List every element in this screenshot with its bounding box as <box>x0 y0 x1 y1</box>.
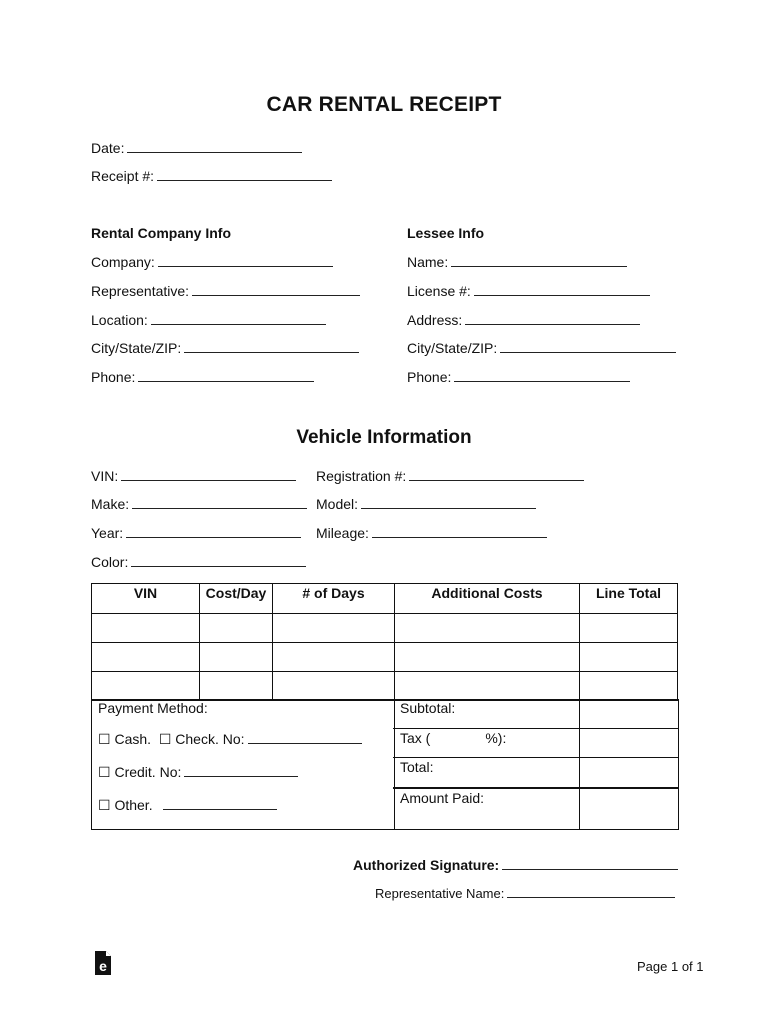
other-line[interactable] <box>163 797 277 810</box>
registration-line[interactable] <box>409 468 584 481</box>
rental-company-heading: Rental Company Info <box>91 225 232 241</box>
company-phone-label: Phone: <box>91 369 136 385</box>
registration-field[interactable] <box>316 468 584 484</box>
credit-checkbox[interactable]: ☐ <box>98 764 111 780</box>
tax-open-label: Tax ( <box>400 730 431 746</box>
lessee-phone-line[interactable] <box>454 369 630 382</box>
location-field[interactable] <box>91 312 326 328</box>
lessee-phone-label: Phone: <box>407 369 452 385</box>
company-line[interactable] <box>158 254 333 267</box>
col-header-cost-day: Cost/Day <box>200 584 273 614</box>
vin-field[interactable] <box>91 468 296 484</box>
totals-divider-3 <box>393 787 678 789</box>
company-phone-line[interactable] <box>138 369 314 382</box>
table-cell[interactable] <box>92 614 200 643</box>
svg-text:e: e <box>99 958 107 974</box>
table-header-row <box>92 584 678 614</box>
total-label: Total: <box>400 759 434 775</box>
representative-field[interactable] <box>91 283 360 299</box>
col-header-days: # of Days <box>273 584 395 614</box>
table-cell[interactable] <box>395 643 580 672</box>
totals-values-box <box>579 699 679 830</box>
lessee-city-state-zip-line[interactable] <box>500 340 676 353</box>
rental-items-table <box>91 583 678 701</box>
company-label: Company: <box>91 254 155 270</box>
mileage-field[interactable] <box>316 525 547 541</box>
company-field[interactable] <box>91 254 333 270</box>
page-number: Page 1 of 1 <box>637 959 704 974</box>
check-label: Check. No: <box>175 731 245 747</box>
check-checkbox[interactable]: ☐ <box>158 731 172 747</box>
lessee-heading: Lessee Info <box>407 225 485 241</box>
credit-number-line[interactable] <box>184 764 298 777</box>
representative-name-line[interactable] <box>507 886 675 898</box>
payment-method-label: Payment Method: <box>98 700 208 716</box>
receipt-number-field[interactable] <box>91 168 332 184</box>
lessee-name-line[interactable] <box>451 254 627 267</box>
table-cell[interactable] <box>200 614 273 643</box>
eforms-logo-icon <box>94 950 112 976</box>
address-line[interactable] <box>465 312 640 325</box>
registration-label: Registration #: <box>316 468 407 484</box>
date-field[interactable] <box>91 140 302 156</box>
table-cell[interactable] <box>92 643 200 672</box>
make-label: Make: <box>91 496 130 512</box>
year-field[interactable] <box>91 525 301 541</box>
table-cell[interactable] <box>200 672 273 701</box>
check-number-line[interactable] <box>248 731 362 744</box>
date-label: Date: <box>91 140 125 156</box>
authorized-signature-line[interactable] <box>502 857 678 870</box>
company-city-state-zip-field[interactable] <box>91 340 359 356</box>
receipt-number-label: Receipt #: <box>91 168 155 184</box>
totals-divider-1 <box>393 728 678 729</box>
mileage-label: Mileage: <box>316 525 369 541</box>
year-label: Year: <box>91 525 124 541</box>
address-field[interactable] <box>407 312 640 328</box>
tax-row <box>400 730 506 746</box>
license-line[interactable] <box>474 283 650 296</box>
table-row <box>92 614 678 643</box>
model-line[interactable] <box>361 496 536 509</box>
table-row <box>92 672 678 701</box>
representative-name-label: Representative Name: <box>375 886 505 901</box>
model-label: Model: <box>316 496 359 512</box>
table-cell[interactable] <box>580 672 678 701</box>
representative-line[interactable] <box>192 283 360 296</box>
mileage-line[interactable] <box>372 525 547 538</box>
lessee-city-state-zip-label: City/State/ZIP: <box>407 340 498 356</box>
make-field[interactable] <box>91 496 307 512</box>
col-header-vin: VIN <box>92 584 200 614</box>
representative-name-field[interactable] <box>375 886 675 901</box>
representative-label: Representative: <box>91 283 190 299</box>
table-cell[interactable] <box>200 643 273 672</box>
table-cell[interactable] <box>580 614 678 643</box>
cash-check-row <box>98 731 362 748</box>
other-row <box>98 797 277 814</box>
table-cell[interactable] <box>273 672 395 701</box>
other-checkbox[interactable]: ☐ <box>98 797 111 813</box>
vin-label: VIN: <box>91 468 119 484</box>
authorized-signature-label: Authorized Signature: <box>353 857 500 873</box>
col-header-line-total: Line Total <box>580 584 678 614</box>
model-field[interactable] <box>316 496 536 512</box>
table-cell[interactable] <box>580 643 678 672</box>
company-city-state-zip-label: City/State/ZIP: <box>91 340 182 356</box>
tax-close-label: %): <box>485 730 507 746</box>
location-label: Location: <box>91 312 148 328</box>
vin-line[interactable] <box>121 468 296 481</box>
color-line[interactable] <box>131 554 306 567</box>
color-label: Color: <box>91 554 129 570</box>
company-city-state-zip-line[interactable] <box>184 340 359 353</box>
lessee-phone-field[interactable] <box>407 369 630 385</box>
make-line[interactable] <box>132 496 307 509</box>
license-field[interactable] <box>407 283 650 299</box>
vehicle-heading: Vehicle Information <box>296 427 472 448</box>
col-header-additional-costs: Additional Costs <box>395 584 580 614</box>
lessee-city-state-zip-field[interactable] <box>407 340 676 356</box>
cash-label: Cash. <box>114 731 152 747</box>
subtotal-label: Subtotal: <box>400 700 456 716</box>
table-cell[interactable] <box>273 643 395 672</box>
authorized-signature-field[interactable] <box>353 857 678 873</box>
year-line[interactable] <box>126 525 301 538</box>
color-field[interactable] <box>91 554 306 570</box>
page-title: CAR RENTAL RECEIPT <box>266 93 502 116</box>
other-label: Other. <box>114 797 153 813</box>
table-cell[interactable] <box>395 672 580 701</box>
address-label: Address: <box>407 312 463 328</box>
lessee-name-label: Name: <box>407 254 449 270</box>
credit-row <box>98 764 298 781</box>
cash-checkbox[interactable]: ☐ <box>98 731 111 747</box>
amount-paid-label: Amount Paid: <box>400 790 485 806</box>
totals-divider-2 <box>393 757 678 758</box>
table-cell[interactable] <box>92 672 200 701</box>
company-phone-field[interactable] <box>91 369 314 385</box>
receipt-number-line[interactable] <box>157 168 332 181</box>
credit-label: Credit. No: <box>114 764 182 780</box>
license-label: License #: <box>407 283 471 299</box>
table-row <box>92 643 678 672</box>
location-line[interactable] <box>151 312 326 325</box>
table-cell[interactable] <box>395 614 580 643</box>
date-line[interactable] <box>127 140 302 153</box>
lessee-name-field[interactable] <box>407 254 627 270</box>
table-cell[interactable] <box>273 614 395 643</box>
